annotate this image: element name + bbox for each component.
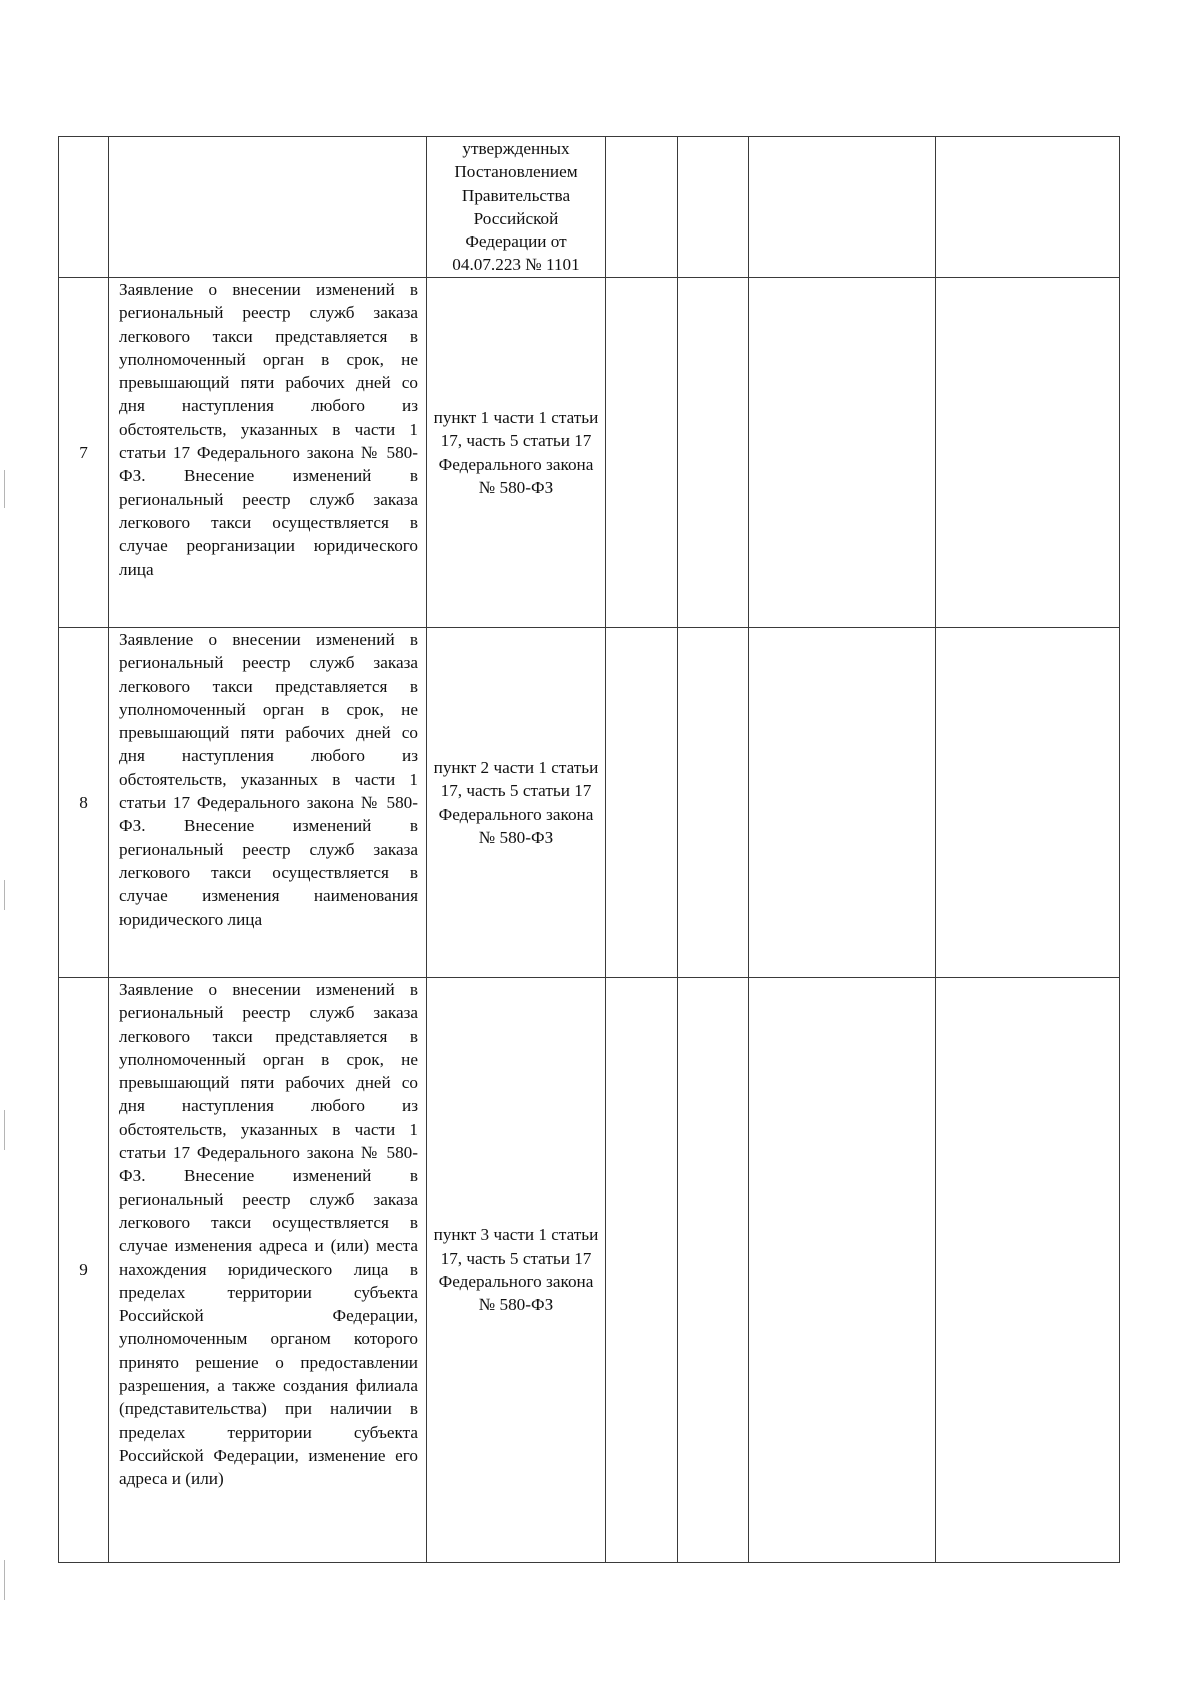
requirements-table [58,136,1120,1563]
scan-margin-mark [4,1110,5,1150]
empty-cell [678,137,749,278]
empty-cell [936,137,1120,278]
table-row-continuation [59,137,1120,278]
table-row [59,628,1120,978]
scan-margin-mark [4,470,5,508]
legal-basis-cell: пункт 2 части 1 статьи 17, часть 5 статьи 17 Федерального закона № 580-ФЗ [427,628,606,978]
table-row [59,278,1120,628]
row-number-cell: 7 [59,278,109,628]
row-number-cell [59,137,109,278]
empty-cell [606,978,678,1563]
legal-basis-cell: утвержденных Постановлением Правительства Российской Федерации от 04.07.223 № 1101 [427,137,606,278]
empty-cell [749,278,936,628]
empty-cell [749,137,936,278]
empty-cell [936,628,1120,978]
empty-cell [678,978,749,1563]
empty-cell [749,978,936,1563]
description-cell [109,137,427,278]
empty-cell [936,978,1120,1563]
row-number-cell: 9 [59,978,109,1563]
scan-margin-mark [4,880,5,910]
legal-basis-cell: пункт 3 части 1 статьи 17, часть 5 статьи 17 Федерального закона № 580-ФЗ [427,978,606,1563]
description-cell: Заявление о внесении изменений в региональный реестр служб заказа легкового такси представляется в уполномоченный орган в срок, не превышающий пяти рабочих дней со дня наступления любого из обстоятельств, указанных в части 1 статьи 17 Федерального закона № 580-ФЗ. Внесение изменений в региональный реестр служб заказа легкового такси осуществляется в случае изменения адреса и (или) места нахождения юридического лица в пределах территории субъекта Российской Федерации, уполномоченным органом которого принято решение о предоставлении разрешения, а также создания филиала (представительства) при наличии в пределах территории субъекта Российской Федерации, изменение его адреса и (или) [109,978,427,1563]
empty-cell [606,628,678,978]
empty-cell [606,278,678,628]
empty-cell [678,278,749,628]
empty-cell [749,628,936,978]
scan-margin-mark [4,1560,5,1600]
empty-cell [606,137,678,278]
row-number-cell: 8 [59,628,109,978]
empty-cell [936,278,1120,628]
description-cell: Заявление о внесении изменений в региональный реестр служб заказа легкового такси представляется в уполномоченный орган в срок, не превышающий пяти рабочих дней со дня наступления любого из обстоятельств, указанных в части 1 статьи 17 Федерального закона № 580-ФЗ. Внесение изменений в региональный реестр служб заказа легкового такси осуществляется в случае изменения наименования юридического лица [109,628,427,978]
legal-basis-cell: пункт 1 части 1 статьи 17, часть 5 статьи 17 Федерального закона № 580-ФЗ [427,278,606,628]
description-cell: Заявление о внесении изменений в региональный реестр служб заказа легкового такси представляется в уполномоченный орган в срок, не превышающий пяти рабочих дней со дня наступления любого из обстоятельств, указанных в части 1 статьи 17 Федерального закона № 580-ФЗ. Внесение изменений в региональный реестр служб заказа легкового такси осуществляется в случае реорганизации юридического лица [109,278,427,628]
table-row [59,978,1120,1563]
empty-cell [678,628,749,978]
